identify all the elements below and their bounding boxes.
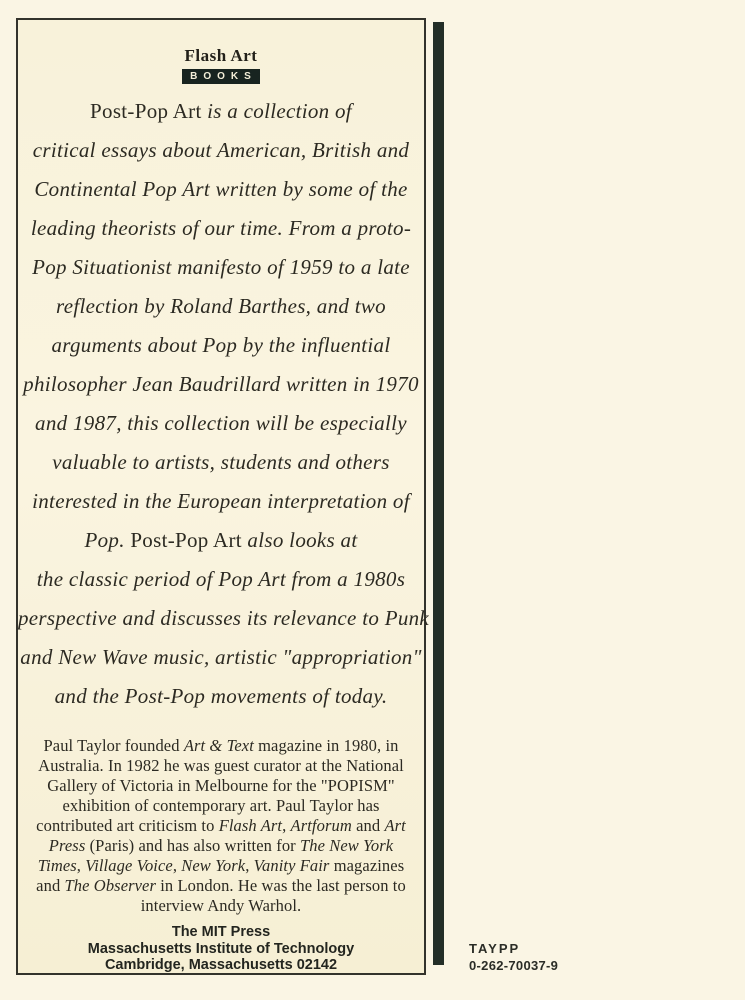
- text-line: [18, 836, 424, 856]
- text-segment: Press: [48, 836, 86, 855]
- text-line: [18, 756, 424, 776]
- text-line: [18, 776, 424, 796]
- text-segment: Village Voice: [85, 856, 173, 875]
- text-segment: (Paris) and has also written for: [85, 836, 300, 855]
- text-segment: The New York: [300, 836, 394, 855]
- text-line: [18, 599, 430, 638]
- text-segment: The Observer: [64, 876, 157, 895]
- text-line: [18, 92, 424, 131]
- text-line: [18, 443, 424, 482]
- blurb: [18, 92, 430, 716]
- text-line: [18, 482, 424, 521]
- text-line: [18, 209, 424, 248]
- text-line: [18, 638, 424, 677]
- text-line: [18, 404, 424, 443]
- text-segment: Artforum: [290, 816, 352, 835]
- text-segment: is a collection of: [207, 99, 352, 123]
- text-segment: reflection by Roland Barthes, and two: [56, 294, 386, 318]
- text-segment: Post-Pop Art: [130, 528, 248, 552]
- text-segment: and: [351, 816, 385, 835]
- text-segment: Gallery of Victoria in Melbourne for the "POPISM": [47, 776, 395, 795]
- text-segment: and New Wave music, artistic "appropriation": [20, 645, 422, 669]
- text-segment: ,: [76, 856, 86, 875]
- text-segment: in London. He was the last person to: [156, 876, 406, 895]
- publisher-name: The MIT Press: [171, 924, 271, 940]
- text-segment: Paul Taylor founded: [43, 736, 184, 755]
- flash-art-logo-text: Flash Art: [184, 46, 258, 65]
- text-segment: interested in the European interpretation of: [32, 489, 410, 513]
- text-segment: valuable to artists, students and others: [52, 450, 390, 474]
- text-segment: ,: [172, 856, 182, 875]
- text-segment: and: [36, 876, 65, 895]
- text-segment: critical essays about American, British and: [32, 138, 410, 162]
- text-line: [18, 248, 424, 287]
- text-segment: ,: [282, 816, 291, 835]
- text-segment: Flash Art: [218, 816, 283, 835]
- text-segment: Times: [37, 856, 77, 875]
- text-segment: and 1987, this collection will be especially: [35, 411, 407, 435]
- text-segment: exhibition of contemporary art. Paul Taylor has: [62, 796, 380, 815]
- content-frame: [16, 18, 430, 975]
- spine-bar: [433, 22, 444, 965]
- text-segment: ,: [245, 856, 254, 875]
- text-line: [18, 365, 424, 404]
- text-line: [18, 131, 424, 170]
- text-segment: Pop Situationist manifesto of 1959 to a late: [32, 255, 410, 279]
- text-segment: leading theorists of our time. From a proto-: [30, 216, 412, 240]
- text-segment: New York: [181, 856, 246, 875]
- publisher-institution: Massachusetts Institute of Technology: [87, 940, 355, 957]
- text-segment: Continental Pop Art written by some of the: [34, 177, 408, 201]
- text-segment: philosopher Jean Baudrillard written in 1970: [23, 372, 419, 396]
- isbn: 0-262-70037-9: [469, 958, 559, 973]
- text-line: [18, 876, 424, 896]
- publisher-city-zip: Cambridge, Massachusetts 02142: [104, 957, 338, 973]
- text-line: [18, 816, 424, 836]
- books-imprint-badge: BOOKS: [182, 69, 260, 84]
- text-segment: Post-Pop Art: [90, 99, 208, 123]
- bio: [18, 736, 424, 916]
- text-segment: Art: [384, 816, 406, 835]
- text-line: [18, 796, 424, 816]
- text-segment: Vanity Fair: [253, 856, 330, 875]
- text-segment: contributed art criticism to: [36, 816, 219, 835]
- flash-art-logo: [18, 20, 424, 84]
- text-line: [18, 521, 424, 560]
- text-segment: interview Andy Warhol.: [140, 896, 302, 915]
- text-line: [18, 326, 424, 365]
- text-segment: and the Post-Pop movements of today.: [54, 684, 388, 708]
- text-line: [18, 560, 424, 599]
- text-line: [18, 856, 424, 876]
- text-line: [18, 736, 424, 756]
- text-line: [18, 170, 424, 209]
- text-line: [18, 677, 424, 716]
- text-segment: Pop.: [84, 528, 131, 552]
- publisher-address: [18, 924, 424, 974]
- text-line: [18, 896, 424, 916]
- text-segment: magazines: [329, 856, 405, 875]
- text-line: [18, 287, 424, 326]
- text-segment: the classic period of Pop Art from a 1980s: [36, 567, 406, 591]
- text-segment: also looks at: [247, 528, 358, 552]
- codes-block: [469, 940, 558, 974]
- text-segment: magazine in 1980, in: [253, 736, 399, 755]
- text-segment: perspective and discusses its relevance to Punk: [18, 606, 430, 630]
- order-code: TAYPP: [469, 941, 521, 956]
- text-segment: arguments about Pop by the influential: [51, 333, 391, 357]
- text-segment: Australia. In 1982 he was guest curator at the National: [38, 756, 404, 775]
- text-segment: Art & Text: [183, 736, 254, 755]
